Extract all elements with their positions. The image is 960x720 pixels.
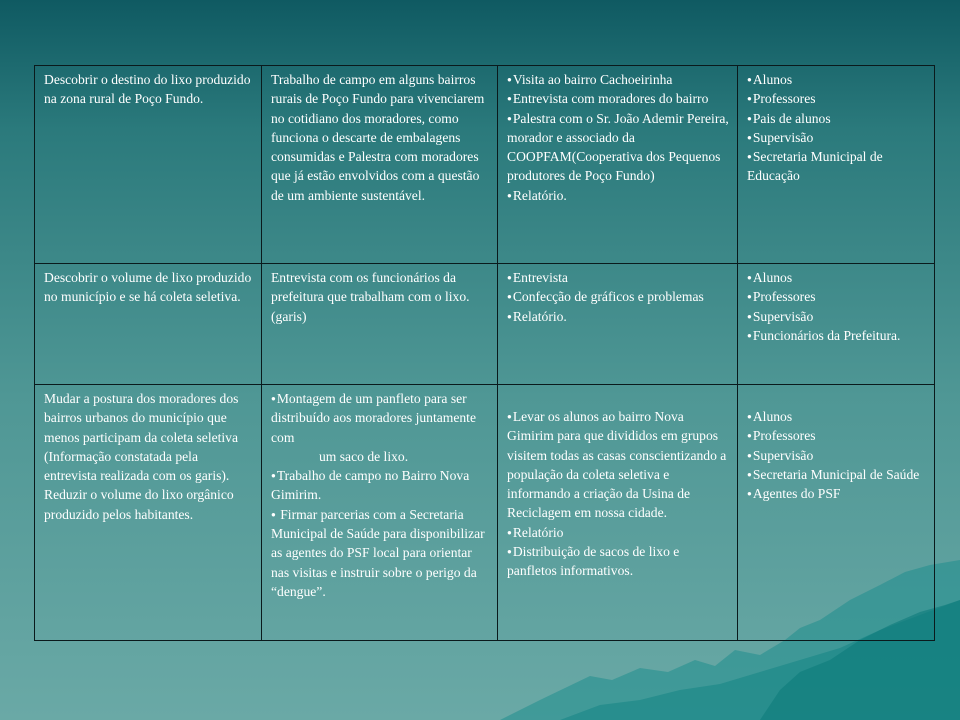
activity-plan-table — [34, 65, 935, 641]
activity-cell — [262, 66, 498, 264]
participant-item: ● Secretaria Municipal de Saúde — [747, 465, 926, 484]
participant-item: ● Supervisão — [747, 446, 926, 465]
activity-item: ● Firmar parcerias com a Secretaria Municipal de Saúde para disponibilizar as agentes do PSF local para orientar nas visitas e instruir sobre o perigo da “dengue”. — [271, 505, 489, 601]
step-item: ● Distribuição de sacos de lixo e panfletos informativos. — [507, 542, 729, 581]
step-item: ● Palestra com o Sr. João Ademir Pereira, morador e associado da COOPFAM(Cooperativa dos Pequenos produtores de Poço Fundo) — [507, 109, 729, 186]
participant-item: ● Alunos — [747, 407, 926, 426]
step-item: ● Levar os alunos ao bairro Nova Gimirim para que divididos em grupos visitem todas as casas conscientizando a população da coleta seletiva e informando a criação da Usina de Reciclagem em nossa cidade. — [507, 407, 729, 523]
step-item: ● Entrevista — [507, 268, 729, 287]
step-item: ● Relatório — [507, 523, 729, 542]
objective-text: Mudar a postura dos moradores dos bairros urbanos do município que menos participam da coleta seletiva (Informação constatada pela entrevista realizada com os garis). — [44, 391, 239, 484]
table-row — [35, 264, 935, 385]
objective-cell — [35, 264, 262, 385]
objective-text: Reduzir o volume do lixo orgânico produzido pelos habitantes. — [44, 487, 234, 522]
activity-item: ● Trabalho de campo no Bairro Nova Gimirim. — [271, 466, 489, 505]
participants-cell — [738, 264, 935, 385]
step-item: ● Relatório. — [507, 307, 729, 326]
step-item: ● Confecção de gráficos e problemas — [507, 287, 729, 306]
participant-item: ● Funcionários da Prefeitura. — [747, 326, 926, 345]
participant-item: ● Agentes do PSF — [747, 484, 926, 503]
participant-item: ● Supervisão — [747, 128, 926, 147]
participant-item: ● Professores — [747, 89, 926, 108]
activity-cell — [262, 385, 498, 641]
participants-cell — [738, 385, 935, 641]
activity-text: Trabalho de campo em alguns bairros rurais de Poço Fundo para vivenciarem no cotidiano dos moradores, como funciona o descarte de embalagens consumidas e Palestra com moradores que já estão envolvidos com a questão de um ambiente sustentável. — [271, 72, 485, 203]
table-row — [35, 385, 935, 641]
activity-item: ● Montagem de um panfleto para ser distribuído aos moradores juntamente com — [271, 389, 489, 447]
table-row — [35, 66, 935, 264]
participant-item: ● Alunos — [747, 268, 926, 287]
activity-text: Entrevista com os funcionários da prefeitura que trabalham com o lixo.(garis) — [271, 270, 470, 324]
step-item: ● Relatório. — [507, 186, 729, 205]
objective-text: Descobrir o destino do lixo produzido na zona rural de Poço Fundo. — [44, 72, 251, 107]
step-item: ● Visita ao bairro Cachoeirinha — [507, 70, 729, 89]
objective-cell — [35, 385, 262, 641]
steps-cell — [498, 66, 738, 264]
participant-item: ● Secretaria Municipal de Educação — [747, 147, 926, 186]
participants-cell — [738, 66, 935, 264]
participant-item: ● Alunos — [747, 70, 926, 89]
steps-cell — [498, 264, 738, 385]
activity-item-continuation: um saco de lixo. — [319, 448, 409, 464]
objective-text: Descobrir o volume de lixo produzido no município e se há coleta seletiva. — [44, 270, 252, 305]
participant-item: ● Professores — [747, 287, 926, 306]
objective-cell — [35, 66, 262, 264]
participant-item: ● Supervisão — [747, 307, 926, 326]
activity-cell — [262, 264, 498, 385]
steps-cell — [498, 385, 738, 641]
participant-item: ● Pais de alunos — [747, 109, 926, 128]
step-item: ● Entrevista com moradores do bairro — [507, 89, 729, 108]
participant-item: ● Professores — [747, 426, 926, 445]
